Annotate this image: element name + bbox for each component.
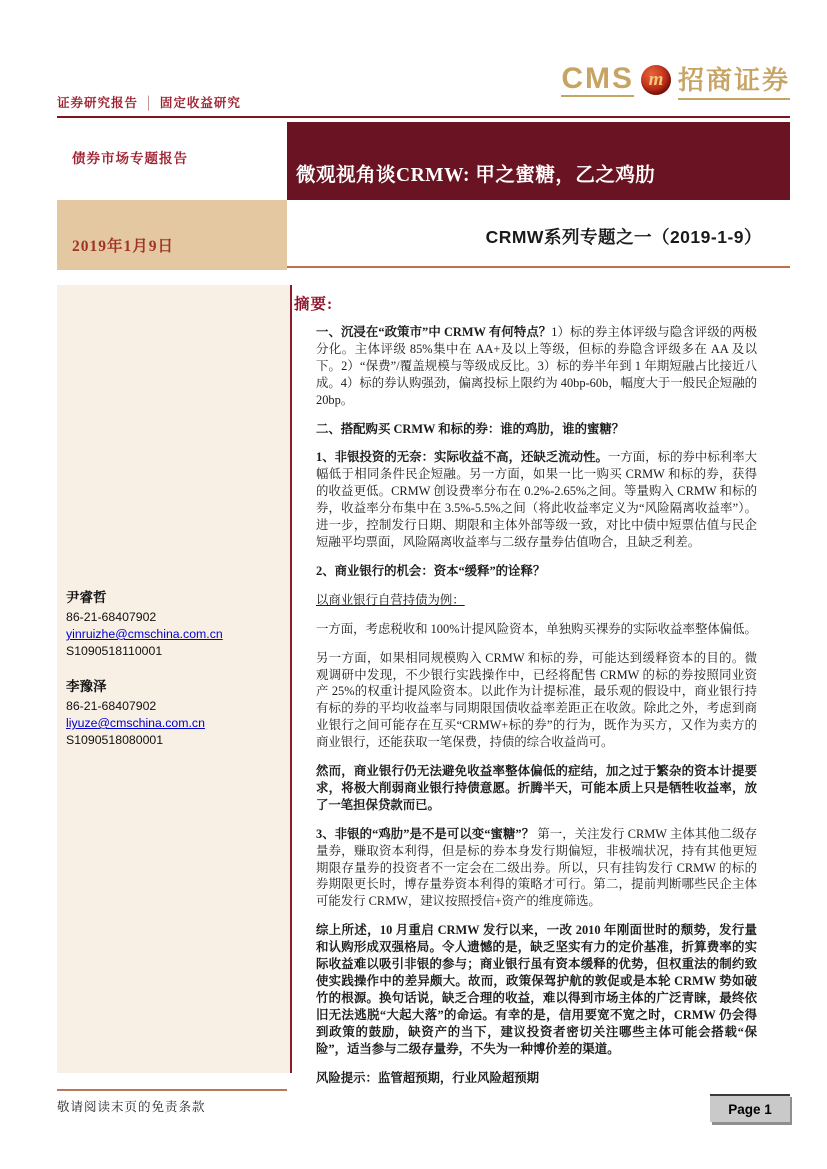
paragraph-text: 然而，商业银行仍无法避免收益率整体偏低的症结，加之过于繁杂的资本计提要求，将极大削弱商业银行持债意愿。折腾半天，可能本质上只是牺牲收益率，放了一笔担保贷款而已。 — [316, 764, 757, 812]
analyst-cert-id: S1090518080001 — [66, 733, 164, 747]
cms-logo-badge-letter: m — [648, 69, 664, 90]
cms-logo — [558, 60, 790, 100]
abstract-paragraphs — [294, 324, 757, 1086]
analyst-email-link[interactable]: liyuze@cmschina.com.cn — [66, 716, 205, 730]
header-divider: │ — [144, 96, 154, 110]
abstract-heading: 摘要: — [294, 296, 334, 313]
cms-logo-chinese: 招商证券 — [678, 60, 790, 100]
header-rule — [57, 116, 790, 118]
abstract-paragraph — [316, 324, 757, 409]
report-type-label: 证券研究报告 — [57, 96, 139, 110]
research-group-label: 固定收益研究 — [159, 96, 241, 110]
cms-logo-badge-icon — [641, 65, 671, 95]
analyst-name: 尹睿哲 — [66, 590, 107, 605]
analyst-card — [66, 675, 281, 749]
report-series-label: 债券市场专题报告 — [72, 151, 188, 166]
abstract-paragraph — [316, 650, 757, 751]
footer-rule — [57, 1089, 287, 1091]
abstract-paragraph — [316, 763, 757, 814]
paragraph-text: 以商业银行自营持债为例： — [316, 592, 465, 607]
abstract-paragraph — [316, 922, 757, 1057]
abstract-section — [292, 285, 790, 1098]
analyst-cert-id: S1090518110001 — [66, 644, 163, 658]
subtitle-row — [287, 224, 790, 249]
paragraph-lead: 3、非银的“鸡肋”是不是可以变“蜜糖”？ — [316, 826, 538, 841]
analyst-phone: 86-21-68407902 — [66, 699, 157, 713]
date-box — [57, 200, 287, 270]
paragraph-text: 风险提示：监管超预期，行业风险超预期 — [316, 1070, 540, 1085]
paragraph-text: 第一，关注发行 CRMW 主体其他二级存量券，赚取资本利得，但是标的券本身发行期偏短，非极端状况，持有其他更短期限存量券的投资者不一定会在二级出券。所以，只有挂钩发行 CRMW 的标的券期限更长时，博存量券资本利得的策略才可行。第二，提前判断哪些民企主体可能发行 CRMW，建议按照授信+资产的维度筛选。 — [316, 826, 757, 909]
paragraph-text: 一方面，标的券中标利率大幅低于相同条件民企短融。另一方面，如果一比一购买 CRMW 和标的券，获得的收益更低。CRMW 创设费率分布在 0.2%-2.65%之间。等量购入 CRMW 和标的券，收益率分布集中在 3.5%-5.5%之间（将此收益率定义为“风险隔离收益率”）。进一步，控制发行日期、期限和主体外部等级一致，对比中债中短票估值与民企短融平均票面，风险隔离收益率与二级存量券估值吻合，且缺乏利差。 — [316, 450, 757, 549]
analyst-name: 李豫泽 — [66, 679, 107, 694]
paragraph-text: 二、搭配购买 CRMW 和标的券：谁的鸡肋，谁的蜜糖？ — [316, 421, 625, 436]
analyst-card — [66, 586, 281, 660]
subtitle-rule — [287, 266, 790, 268]
analyst-contacts — [66, 586, 281, 764]
cms-logo-text: CMS — [561, 63, 634, 98]
report-subtitle: CRMW系列专题之一（2019-1-9） — [485, 227, 762, 247]
abstract-paragraph — [316, 621, 757, 638]
analyst-phone: 86-21-68407902 — [66, 610, 157, 624]
report-date: 2019年1月9日 — [72, 238, 175, 255]
paragraph-text: 一方面，考虑税收和 100%计提风险资本，单独购买裸券的实际收益率整体偏低。 — [316, 621, 757, 636]
page-number-label: Page 1 — [728, 1101, 772, 1117]
paragraph-text: 另一方面，如果相同规模购入 CRMW 和标的券，可能达到缓释资本的目的。微观调研中发现，不少银行实践操作中，已经将配售 CRMW 的标的券按照同业资产 25%的权重计提风险资本。以此作为计提标准，最乐观的假设中，商业银行持有标的券的平均收益率与同期限国债收益率差距正在收敛。除此之外，考虑到商业银行之间可能存在互买“CRMW+标的券”的行为，既作为买方，又作为卖方的商业银行，还能获取一笔保费，持债的综合收益尚可。 — [316, 650, 757, 750]
analyst-email-link[interactable]: yinruizhe@cmschina.com.cn — [66, 627, 223, 641]
report-title: 微观视角谈CRMW: 甲之蜜糖，乙之鸡肋 — [296, 165, 656, 186]
report-category — [57, 93, 241, 111]
paragraph-text: 2、商业银行的机会：资本“缓释”的诠释？ — [316, 563, 546, 578]
title-bar — [287, 122, 790, 200]
abstract-paragraph — [316, 826, 757, 911]
abstract-paragraph — [316, 1070, 757, 1087]
disclaimer-text: 敬请阅读末页的免责条款 — [57, 1100, 206, 1114]
abstract-paragraph — [316, 421, 757, 438]
paragraph-text: 综上所述，10 月重启 CRMW 发行以来，一改 2010 年刚面世时的颓势，发行量和认购形成双强格局。令人遗憾的是，缺乏坚实有力的定价基准，折算费率的实际收益难以吸引非银的参与；商业银行虽有资本缓释的优势，但权重法的制约致使实践操作中的差异颇大。故而，政策保驾护航的敦促或是本轮 CRMW 势如破竹的根源。换句话说，缺乏合理的收益，难以得到市场主体的广泛青睐，最终依旧无法逃脱“大起大落”的命运。有幸的是，信用要宽不宽之时，CRMW 仍会得到政策的鼓励，缺资产的当下，建议投资者密切关注哪些主体可能会搭载“保险”，适当参与二级存量券，不失为一种博价差的渠道。 — [316, 923, 757, 1056]
paragraph-text: 1）标的券主体评级与隐含评级的两极分化。主体评级 85%集中在 AA+及以上等级，但标的券隐含评级多在 AA 及以下。2）“保费”/覆盖规模与等级成反比。3）标的券半年到 1 年期短融占比接近八成。4）标的券认购强劲，偏离投标上限约为 40bp-60b，幅度大于一般民企短融的 20bp。 — [316, 325, 757, 407]
paragraph-lead: 1、非银投资的无奈：实际收益不高，还缺乏流动性。 — [316, 450, 608, 465]
page-number-box — [710, 1094, 790, 1122]
abstract-paragraph — [316, 563, 757, 580]
abstract-paragraph — [316, 592, 757, 609]
paragraph-lead: 一、沉浸在“政策市”中 CRMW 有何特点？ — [316, 325, 552, 339]
abstract-paragraph — [316, 449, 757, 550]
